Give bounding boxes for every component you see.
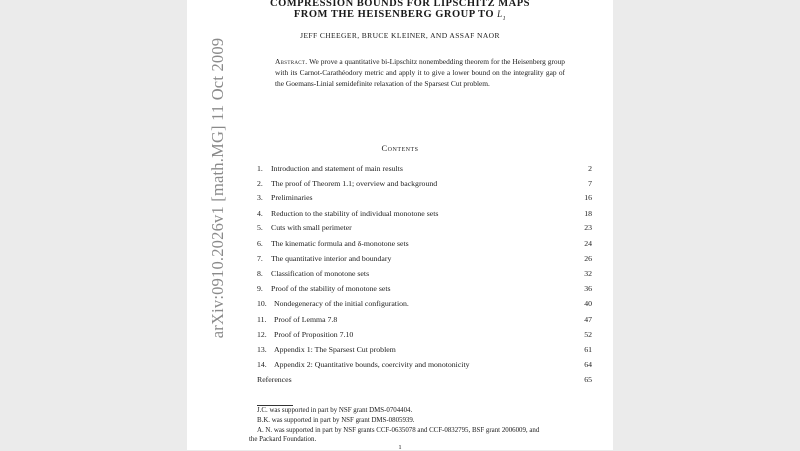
toc-row	[257, 163, 592, 175]
toc-page: 64	[584, 360, 592, 369]
toc-page: 32	[584, 269, 592, 278]
toc-page: 2	[588, 164, 592, 173]
toc-number: 4.	[257, 208, 263, 218]
toc-title: Introduction and statement of main results	[271, 164, 403, 173]
toc-row	[257, 374, 592, 386]
toc-title: Appendix 2: Quantitative bounds, coercivity and monotonicity	[274, 360, 470, 369]
toc-title: Classification of monotone sets	[271, 269, 370, 278]
toc-title: References	[257, 375, 292, 384]
toc-title: Preliminaries	[271, 193, 313, 202]
toc-row	[257, 222, 592, 234]
toc-row	[257, 298, 592, 310]
toc-row	[257, 314, 592, 326]
toc-page: 18	[584, 208, 592, 218]
footnote-jc: J.C. was supported in part by NSF grant DMS-0704404.	[257, 407, 413, 414]
toc-title: Proof of Lemma 7.8	[274, 314, 338, 324]
toc-number: 6.	[257, 238, 263, 248]
footnote-an-line-2: the Packard Foundation.	[249, 436, 317, 443]
toc-page: 52	[584, 329, 592, 339]
toc-number: 3.	[257, 193, 263, 202]
toc-row	[257, 192, 592, 204]
toc-page: 36	[584, 284, 592, 293]
title-symbol-letter: L	[497, 9, 503, 19]
arxiv-stamp: arXiv:0910.2026v1 [math.MG] 11 Oct 2009	[208, 37, 227, 339]
toc-number: 8.	[257, 269, 263, 278]
toc-number: 12.	[257, 329, 267, 339]
toc-title: The proof of Theorem 1.1; overview and background	[271, 178, 438, 188]
toc-row	[257, 268, 592, 280]
toc-number: 11.	[257, 314, 267, 324]
toc-row	[257, 178, 592, 190]
toc-row	[257, 208, 592, 220]
toc-page: 23	[584, 223, 592, 232]
title-line-1: COMPRESSION BOUNDS FOR LIPSCHITZ MAPS	[269, 0, 531, 9]
toc-title: Appendix 1: The Sparsest Cut problem	[274, 345, 396, 354]
toc-title: Proof of Proposition 7.10	[274, 329, 354, 339]
page-number: 1	[398, 444, 402, 451]
title-line-2	[0, 9, 800, 22]
toc-number: 13.	[257, 345, 267, 354]
toc-number: 14.	[257, 360, 267, 369]
toc-number: 7.	[257, 254, 263, 263]
toc-page: 61	[584, 345, 592, 354]
toc-page: 65	[584, 375, 592, 384]
toc-number: 2.	[257, 178, 263, 188]
toc-row	[257, 283, 592, 295]
toc-title: Nondegeneracy of the initial configuration.	[274, 299, 409, 308]
title-symbol	[497, 9, 507, 22]
toc-title: Cuts with small perimeter	[271, 223, 352, 232]
toc-page: 24	[584, 238, 592, 248]
toc-title: The quantitative interior and boundary	[271, 254, 392, 263]
title-line-2-text: FROM THE HEISENBERG GROUP TO	[293, 9, 494, 20]
title-symbol-subscript: 1	[502, 15, 507, 22]
contents-heading: Contents	[381, 143, 419, 153]
toc-title: The kinematic formula and δ-monotone sets	[271, 238, 409, 248]
toc-number: 9.	[257, 284, 263, 293]
toc-page: 26	[584, 254, 592, 263]
toc-row	[257, 253, 592, 265]
toc-title: Proof of the stability of monotone sets	[271, 284, 391, 293]
toc-page: 7	[588, 178, 592, 188]
footnote-an-line-1: A. N. was supported in part by NSF grants CCF-0635078 and CCF-0832795, BSF grant 2006009, and	[257, 427, 540, 434]
toc-row	[257, 359, 592, 371]
footnote-bk: B.K. was supported in part by NSF grant DMS-0805939.	[257, 417, 415, 424]
abstract-label: Abstract.	[275, 57, 308, 66]
toc-title: Reduction to the stability of individual monotone sets	[271, 208, 439, 218]
toc-number: 10.	[257, 299, 267, 308]
abstract-text: We prove a quantitative bi-Lipschitz nonembedding theorem for the Heisenberg group with its Carnot-Carathéodory metric and apply it to give a lower bound on the integrality gap of the Goemans-Linial semidefinite relaxation of the Sparsest Cut problem.	[275, 57, 565, 88]
toc-row	[257, 329, 592, 341]
abstract	[275, 56, 565, 89]
authors: JEFF CHEEGER, BRUCE KLEINER, AND ASSAF NAOR	[300, 31, 500, 40]
toc-page: 47	[584, 314, 592, 324]
toc-row	[257, 238, 592, 250]
toc-page: 40	[584, 299, 592, 308]
toc-row	[257, 344, 592, 356]
toc-number: 1.	[257, 164, 263, 173]
toc-page: 16	[584, 193, 592, 202]
toc-number: 5.	[257, 223, 263, 232]
